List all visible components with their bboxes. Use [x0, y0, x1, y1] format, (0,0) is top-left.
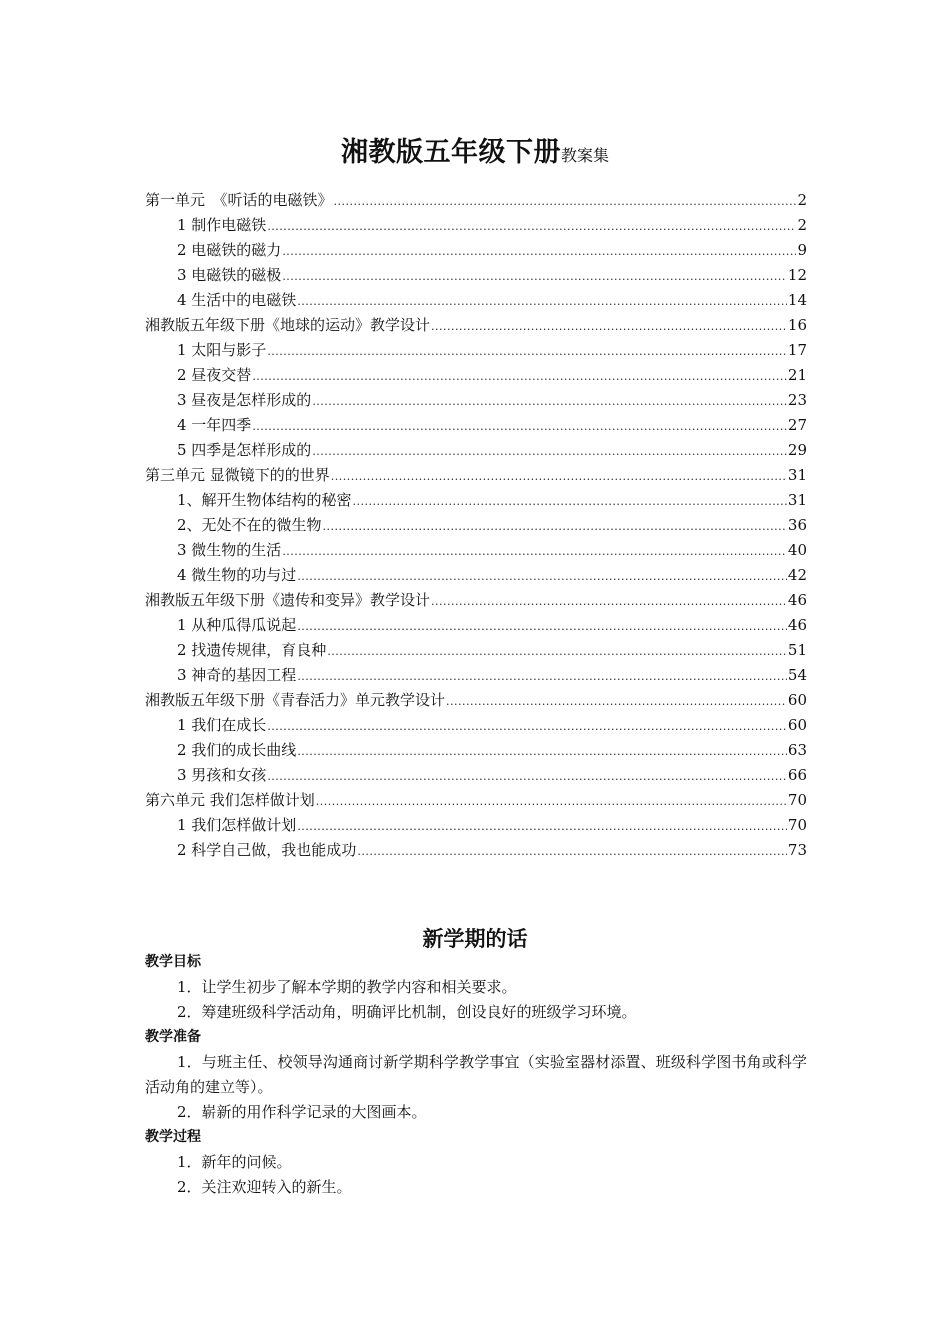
toc-entry-title: 4 一年四季	[177, 416, 252, 434]
toc-entry-title: 2 电磁铁的磁力	[177, 241, 282, 259]
toc-dot-leader	[331, 464, 787, 489]
toc-entry-page: 29	[787, 441, 807, 459]
toc-entry[interactable]	[145, 638, 807, 663]
toc-entry[interactable]	[145, 688, 807, 713]
toc-dot-leader	[297, 739, 787, 764]
toc-entry-page: 63	[787, 741, 807, 759]
section-paragraph: 2．关注欢迎转入的新生。	[177, 1178, 352, 1196]
toc-entry[interactable]	[145, 213, 807, 238]
toc-entry-page: 70	[787, 791, 807, 809]
toc-dot-leader	[446, 689, 787, 714]
toc-entry[interactable]	[145, 363, 807, 388]
toc-entry-title: 3 电磁铁的磁极	[177, 266, 282, 284]
toc-dot-leader	[297, 814, 787, 839]
section-title: 新学期的话	[422, 926, 528, 951]
document-title-main: 湘教版五年级下册	[340, 137, 561, 168]
toc-entry-title: 2 我们的成长曲线	[177, 741, 297, 759]
toc-entry-title: 第三单元 显微镜下的的世界	[145, 466, 330, 484]
toc-entry[interactable]	[145, 563, 807, 588]
toc-dot-leader	[282, 264, 787, 289]
toc-entry[interactable]	[145, 588, 807, 613]
toc-entry[interactable]	[145, 513, 807, 538]
section-paragraph: 2．崭新的用作科学记录的大图画本。	[177, 1103, 427, 1121]
toc-entry-title: 第一单元 《听话的电磁铁》	[145, 191, 333, 209]
toc-dot-leader	[267, 714, 787, 739]
toc-entry[interactable]	[145, 463, 807, 488]
toc-entry-page: 42	[787, 566, 807, 584]
toc-entry-title: 3 昼夜是怎样形成的	[177, 391, 312, 409]
toc-dot-leader	[297, 564, 787, 589]
toc-dot-leader	[252, 414, 787, 439]
toc-entry[interactable]	[145, 413, 807, 438]
toc-dot-leader	[323, 514, 787, 539]
toc-dot-leader	[282, 239, 796, 264]
toc-entry-page: 46	[787, 591, 807, 609]
toc-entry-title: 5 四季是怎样形成的	[177, 441, 312, 459]
toc-entry-page: 70	[787, 816, 807, 834]
toc-entry[interactable]	[145, 438, 807, 463]
toc-entry-page: 66	[787, 766, 807, 784]
toc-entry-title: 湘教版五年级下册《遗传和变异》教学设计	[145, 591, 431, 609]
toc-dot-leader	[267, 764, 787, 789]
toc-entry-title: 3 微生物的生活	[177, 541, 282, 559]
toc-entry-title: 湘教版五年级下册《地球的运动》教学设计	[145, 316, 431, 334]
section-body	[145, 950, 807, 1200]
toc-entry[interactable]	[145, 263, 807, 288]
toc-entry-title: 第六单元 我们怎样做计划	[145, 791, 315, 809]
toc-entry-page: 9	[797, 241, 807, 259]
toc-entry[interactable]	[145, 238, 807, 263]
toc-entry-page: 31	[787, 491, 807, 509]
section-heading: 教学过程	[145, 1129, 201, 1145]
toc-entry[interactable]	[145, 288, 807, 313]
toc-entry-title: 2 昼夜交替	[177, 366, 252, 384]
toc-entry[interactable]	[145, 738, 807, 763]
section-heading: 教学准备	[145, 1029, 201, 1045]
toc-entry-title: 1 我们在成长	[177, 716, 267, 734]
toc-entry-page: 73	[787, 841, 807, 859]
toc-entry-title: 3 男孩和女孩	[177, 766, 267, 784]
toc-entry-title: 湘教版五年级下册《青春活力》单元教学设计	[145, 691, 446, 709]
toc-entry-page: 2	[797, 191, 807, 209]
section-heading: 教学目标	[145, 954, 201, 970]
toc-entry-page: 27	[787, 416, 807, 434]
toc-entry-title: 4 微生物的功与过	[177, 566, 297, 584]
toc-dot-leader	[267, 214, 796, 239]
toc-entry[interactable]	[145, 813, 807, 838]
toc-entry-page: 17	[787, 341, 807, 359]
toc-dot-leader	[297, 614, 787, 639]
section-paragraph: 1．与班主任、校领导沟通商讨新学期科学教学事宜（实验室器材添置、班级科学图书角或科学活动角的建立等）。	[145, 1053, 807, 1096]
toc-dot-leader	[312, 439, 787, 464]
toc-dot-leader	[316, 789, 787, 814]
toc-entry-page: 46	[787, 616, 807, 634]
toc-dot-leader	[431, 314, 787, 339]
toc-entry-page: 36	[787, 516, 807, 534]
toc-dot-leader	[327, 639, 787, 664]
toc-entry[interactable]	[145, 663, 807, 688]
toc-entry[interactable]	[145, 313, 807, 338]
toc-entry-page: 31	[787, 466, 807, 484]
toc-dot-leader	[282, 539, 787, 564]
toc-entry[interactable]	[145, 338, 807, 363]
toc-dot-leader	[312, 389, 787, 414]
toc-entry-page: 51	[787, 641, 807, 659]
toc-entry[interactable]	[145, 763, 807, 788]
toc-entry-page: 2	[797, 216, 807, 234]
toc-dot-leader	[252, 364, 787, 389]
toc-dot-leader	[297, 289, 787, 314]
section-paragraph: 2．筹建班级科学活动角，明确评比机制，创设良好的班级学习环境。	[177, 1003, 637, 1021]
toc-entry-title: 1 太阳与影子	[177, 341, 267, 359]
toc-entry-title: 4 生活中的电磁铁	[177, 291, 297, 309]
toc-entry-title: 1 从种瓜得瓜说起	[177, 616, 297, 634]
toc-dot-leader	[353, 489, 787, 514]
toc-entry-page: 23	[787, 391, 807, 409]
toc-dot-leader	[357, 839, 787, 864]
toc-entry-page: 14	[787, 291, 807, 309]
toc-entry-title: 2 科学自己做，我也能成功	[177, 841, 357, 859]
table-of-contents	[145, 188, 807, 863]
toc-entry[interactable]	[145, 613, 807, 638]
document-title-sub: 教案集	[560, 146, 609, 165]
toc-entry-page: 16	[787, 316, 807, 334]
toc-entry-title: 1 我们怎样做计划	[177, 816, 297, 834]
document-title	[0, 130, 950, 169]
toc-entry-page: 40	[787, 541, 807, 559]
toc-entry[interactable]	[145, 488, 807, 513]
toc-entry-page: 12	[787, 266, 807, 284]
toc-entry[interactable]	[145, 538, 807, 563]
toc-entry[interactable]	[145, 788, 807, 813]
toc-dot-leader	[334, 189, 797, 214]
toc-entry[interactable]	[145, 388, 807, 413]
section-paragraph: 1．让学生初步了解本学期的教学内容和相关要求。	[177, 978, 517, 996]
toc-entry-title: 1 制作电磁铁	[177, 216, 267, 234]
toc-entry[interactable]	[145, 838, 807, 863]
section-paragraph: 1．新年的问候。	[177, 1153, 292, 1171]
toc-entry-title: 2、无处不在的微生物	[177, 516, 322, 534]
toc-entry-page: 21	[787, 366, 807, 384]
toc-entry-page: 54	[787, 666, 807, 684]
toc-entry[interactable]	[145, 188, 807, 213]
toc-entry-title: 1、解开生物体结构的秘密	[177, 491, 352, 509]
toc-entry-title: 2 找遗传规律，育良种	[177, 641, 327, 659]
toc-entry-page: 60	[787, 691, 807, 709]
toc-entry[interactable]	[145, 713, 807, 738]
toc-dot-leader	[297, 664, 787, 689]
toc-entry-title: 3 神奇的基因工程	[177, 666, 297, 684]
toc-entry-page: 60	[787, 716, 807, 734]
toc-dot-leader	[431, 589, 787, 614]
toc-dot-leader	[267, 339, 787, 364]
